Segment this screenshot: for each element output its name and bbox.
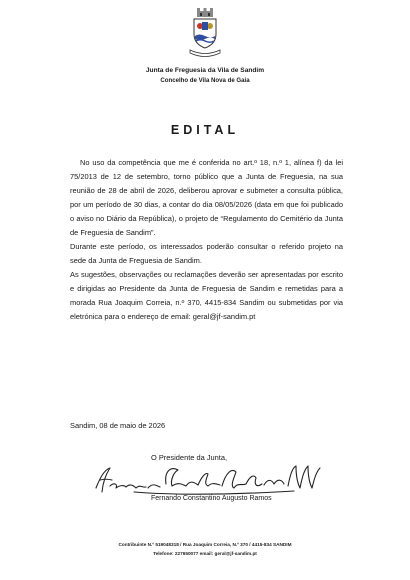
coat-of-arms-icon bbox=[187, 8, 223, 58]
paragraph-3: As sugestões, observações ou reclamações deverão ser apresentadas por escrito e dirigidas ao Presidente da Junta de Freguesia de Sandim e remetidas para a morada Rua Joaquim Correia, n.º 370, 4415-834 Sandim ou submetidas por via eletrónica para o endereço de email: geral@jf-sandim.pt bbox=[70, 270, 343, 321]
signatory-name: Fernando Constantino Augusto Ramos bbox=[151, 495, 272, 502]
document-title: EDITAL bbox=[170, 123, 240, 137]
document-body bbox=[70, 156, 343, 324]
organization-name: Junta de Freguesia da Vila de Sandim bbox=[145, 67, 265, 74]
footer-address: Contribuinte N.º 519048318 / Rua Joaquim Correia, N.º 370 / 4415-834 SANDIM bbox=[118, 542, 292, 547]
handwritten-signature bbox=[94, 458, 328, 500]
council-name: Concelho de Vila Nova de Gaia bbox=[160, 77, 250, 84]
paragraph-1: No uso da competência que me é conferida no art.º 18, n.º 1, alínea f) da lei 75/2013 de 12 de setembro, torno público que a Junta de Freguesia, na sua reunião de 28 de abril de 2026, deliberou aprovar e submeter a consulta pública, por um período de 30 dias, a contar do dia 08/05/2026 (data em que foi publicado o aviso no Diário da República), o projeto de “Regulamento do Cemitério da Junta de Freguesia de Sandim”. bbox=[70, 158, 343, 237]
paragraph-2: Durante este período, os interessados poderão consultar o referido projeto na sede da Junta de Freguesia de Sandim. bbox=[70, 242, 343, 265]
signatory-title: O Presidente da Junta, bbox=[151, 453, 228, 462]
footer-contacts: Telefone: 227650077 email: geral@jf-sandim.pt bbox=[153, 551, 257, 556]
date-line: Sandim, 08 de maio de 2026 bbox=[70, 421, 166, 430]
